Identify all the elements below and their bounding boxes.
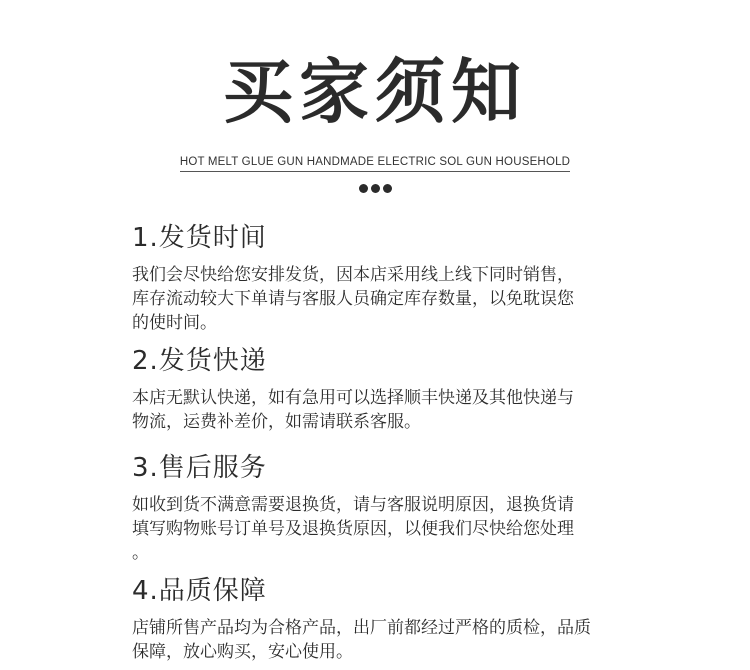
page-title: 买家须知 (223, 51, 527, 133)
body-line: 我们会尽快给您安排发货，因本店采用线上线下同时销售， (132, 265, 574, 285)
section-body (132, 616, 632, 664)
body-line: 如收到货不满意需要退换货，请与客服说明原因，退换货请 (132, 495, 574, 515)
dot-icon (383, 184, 392, 193)
body-line: 店铺所售产品均为合格产品，出厂前都经过严格的质检，品质 (132, 618, 591, 638)
dot-icon (371, 184, 380, 193)
section-body (132, 386, 632, 434)
body-line: 填写购物账号订单号及退换货原因，以便我们尽快给您处理 (132, 519, 574, 539)
section-courier (132, 345, 632, 434)
subtitle-row (0, 150, 750, 172)
section-body (132, 493, 632, 565)
body-line: 物流，运费补差价，如需请联系客服。 (132, 412, 421, 432)
section-heading: 3.售后服务 (132, 453, 267, 483)
body-line: 本店无默认快递，如有急用可以选择顺丰快递及其他快递与 (132, 388, 574, 408)
body-line: 库存流动较大下单请与客服人员确定库存数量，以免耽误您 (132, 289, 574, 309)
section-body (132, 263, 632, 335)
dots-divider (0, 184, 750, 193)
section-shipping-time (132, 222, 632, 335)
section-heading: 4.品质保障 (132, 576, 267, 606)
section-heading: 1.发货时间 (132, 223, 267, 253)
body-line: 。 (132, 543, 149, 563)
section-quality (132, 575, 632, 664)
section-heading: 2.发货快递 (132, 346, 267, 376)
body-line: 的使时间。 (132, 313, 217, 333)
body-line: 保障，放心购买，安心使用。 (132, 642, 353, 662)
dot-icon (359, 184, 368, 193)
subtitle: HOT MELT GLUE GUN HANDMADE ELECTRIC SOL GUN HOUSEHOLD (180, 156, 570, 172)
section-after-sales (132, 452, 632, 565)
